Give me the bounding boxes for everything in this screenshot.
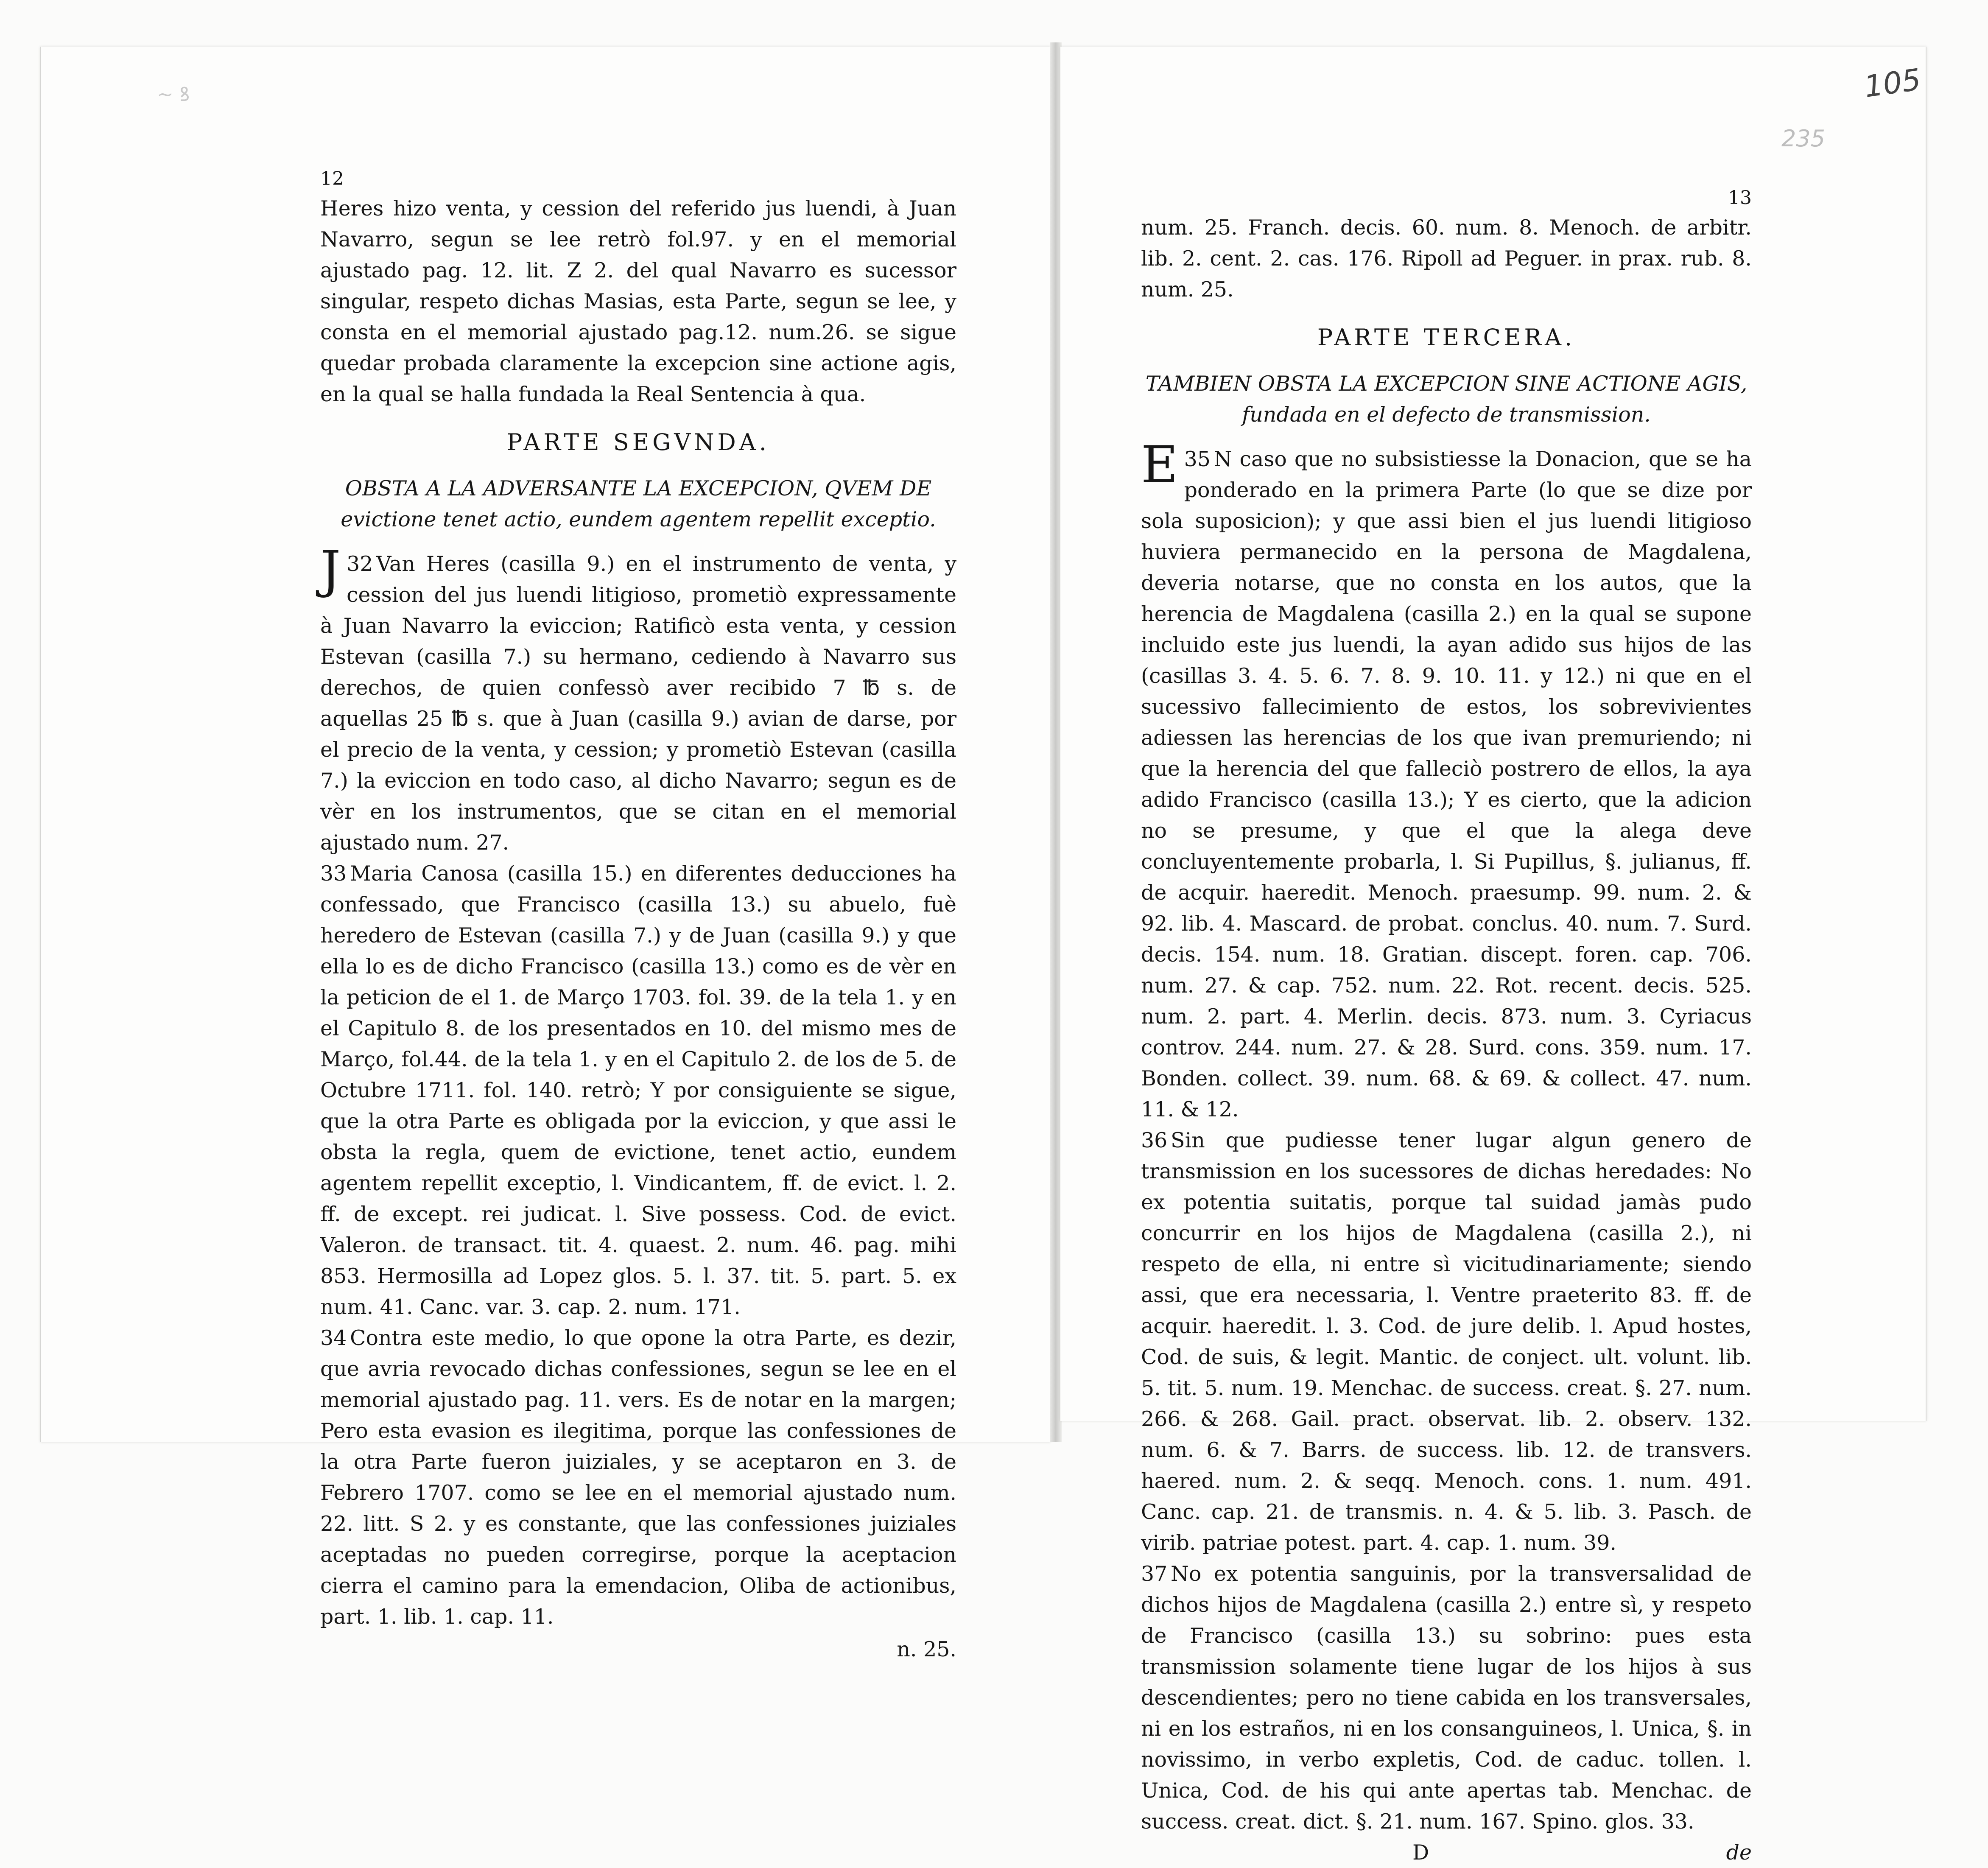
right-text-column [1141, 182, 1752, 1868]
handwritten-folio-number: 105 [1862, 62, 1923, 104]
catchword: de [1726, 1840, 1752, 1865]
paragraph-text: Sin que pudiesse tener lugar algun genero de transmission en los sucessores de dichas heredades: No ex potentia suitatis, porque tal suidad jamàs pudo concurrir en los hijos de Magdalena (casilla 2.), ni respeto de ella, ni entre sì vicitudinariamente; siendo assi, que era necessaria, l. Ventre praeterito 83. ff. de acquir. haeredit. l. 3. Cod. de jure delib. l. Apud hostes, Cod. de suis, & legit. Mantic. de conject. ult. volunt. lib. 5. tit. 5. num. 19. Menchac. de success. creat. §. 27. num. 266. & 268. Gail. pract. observat. lib. 2. observ. 132. num. 6. & 7. Barrs. de success. lib. 12. de transvers. haered. num. 2. & seqq. Menoch. cons. 1. num. 491. Canc. cap. 21. de transmis. n. 4. & 5. lib. 3. Pasch. de virib. patriae potest. part. 4. cap. 1. num. 39. [1141, 1128, 1752, 1555]
section-subtitle: TAMBIEN OBSTA LA EXCEPCION SINE ACTIONE AGIS, fundada en el defecto de transmission. [1145, 372, 1748, 427]
paragraph-number: 34 [320, 1326, 347, 1350]
pencil-folio-number: 235 [1781, 125, 1826, 152]
paragraph-text: No ex potentia sanguinis, por la transversalidad de dichos hijos de Magdalena (casilla 2.) entre sì, y respeto de Francisco (casilla 13.) su sobrino: pues esta transmission solamente tiene lugar de los hijos à sus descendientes; pero no tiene cabida en los transversales, ni en los estraños, ni en los consanguineos, l. Unica, §. in novissimo, in verbo expletis, Cod. de caduc. tollen. l. Unica, Cod. de his qui ante apertas tab. Menchac. de success. creat. dict. §. 21. num. 167. Spino. glos. 33. [1141, 1562, 1752, 1834]
signature-mark: D [1412, 1840, 1429, 1865]
paragraph-number: 36 [1141, 1128, 1168, 1152]
section-subtitle: OBSTA A LA ADVERSANTE LA EXCEPCION, QVEM DE evictione tenet actio, eundem agentem repellit exceptio. [341, 476, 936, 531]
left-header [320, 163, 956, 193]
paragraph-number: 33 [320, 861, 347, 886]
paragraph-text: Contra este medio, lo que opone la otra Parte, es dezir, que avria revocado dichas confessiones, segun se lee en el memorial ajustado pag. 11. vers. Es de notar en la margen; Pero esta evasion es ilegitima, porque las confessiones de la otra Parte fueron juiziales, y se aceptaron en 3. de Febrero 1707. como se lee en el memorial ajustado num. 22. litt. S 2. y es constante, que las confessiones juiziales aceptadas no pueden corregirse, porque la aceptacion cierra el camino para la emendacion, Oliba de actionibus, part. 1. lib. 1. cap. 11. [320, 1326, 956, 1629]
paragraph-text: Maria Canosa (casilla 15.) en diferentes deducciones ha confessado, que Francisco (casilla 13.) su abuelo, fuè heredero de Estevan (casilla 7.) y de Juan (casilla 9.) y que ella lo es de dicho Francisco (casilla 13.) como es de vèr en la peticion de el 1. de Março 1703. fol. 39. de la tela 1. y en el Capitulo 8. de los presentados en 10. del mismo mes de Março, fol.44. de la tela 1. y en el Capitulo 2. de los de 5. de Octubre 1711. fol. 140. retrò; Y por consiguiente se sigue, que la otra Parte es obligada por la eviccion, y que assi le obsta la regla, quem de evictione, tenet actio, eundem agentem repellit exceptio, l. Vindicantem, ff. de evict. l. 2. ff. de except. rei judicat. l. Sive possess. Cod. de evict. Valeron. de transact. tit. 4. quaest. 2. num. 46. pag. mihi 853. Hermosilla ad Lopez glos. 5. l. 37. tit. 5. part. 5. ex num. 41. Canc. var. 3. cap. 2. num. 171. [320, 861, 956, 1319]
paragraph-32 [320, 540, 956, 858]
paragraph-33 [320, 858, 956, 1323]
left-text-column [320, 163, 956, 1665]
drop-cap: E [1141, 436, 1178, 495]
paragraph-35 [1141, 436, 1752, 1125]
opening-paragraph: Heres hizo venta, y cession del referido jus luendi, à Juan Navarro, segun se lee retrò fol.97. y en el memorial ajustado pag. 12. lit. Z 2. del qual Navarro es sucessor singular, respeto dichas Masias, esta Parte, segun se lee, y consta en el memorial ajustado pag.12. num.26. se sigue quedar probada claramente la excepcion sine actione agis, en la qual se halla fundada la Real Sentencia à qua. [320, 196, 956, 406]
paragraph-34 [320, 1323, 956, 1632]
paragraph-36 [1141, 1125, 1752, 1558]
book-gutter [1050, 42, 1062, 1442]
page-number: 13 [1728, 187, 1752, 209]
opening-line: num. 25. Franch. decis. 60. num. 8. Menoch. de arbitr. lib. 2. cent. 2. cas. 176. Ripoll ad Peguer. in prax. rub. 8. num. 25. [1141, 215, 1752, 302]
paragraph-number: 32 [347, 552, 373, 576]
paragraph-text: Van Heres (casilla 9.) en el instrumento de venta, y cession del jus luendi litigioso, prometiò expressamente à Juan Navarro la eviccion; Ratificò esta venta, y cession Estevan (casilla 7.) su hermano, cediendo à Navarro sus derechos, de quien confessò aver recibido 7 ℔ s. de aquellas 25 ℔ s. que à Juan (casilla 9.) avian de darse, por el precio de la venta, y cession; y prometiò Estevan (casilla 7.) la eviccion en todo caso, al dicho Navarro; segun es de vèr en los instrumentos, que se citan en el memorial ajustado num. 27. [320, 552, 956, 855]
paragraph-number: 35 [1184, 447, 1211, 471]
margin-scribble: ~ ꝸ [157, 83, 190, 106]
section-title: PARTE SEGVNDA. [507, 429, 770, 456]
paragraph-37 [1141, 1558, 1752, 1837]
footer-row [1141, 1837, 1752, 1868]
page-number: 12 [320, 168, 344, 190]
catch-line: n. 25. [897, 1637, 956, 1661]
right-header [1141, 182, 1752, 212]
paragraph-text: N caso que no subsistiesse la Donacion, que se ha ponderado en la primera Parte (lo que se dize por sola suposicion); y que assi bien el jus luendi litigioso huviera permanecido en la persona de Magdalena, deveria notarse, que no consta en los autos, que la herencia de Magdalena (casilla 2.) en la qual se supone incluido este jus luendi, la ayan adido sus hijos de las (casillas 3. 4. 5. 6. 7. 8. 9. 10. 11. y 12.) ni que en el sucessivo fallecimiento de estos, los sobrevivientes adiessen las herencias de los que ivan premuriendo; ni que la herencia del que falleciò postrero de ellos, la aya adido Francisco (casilla 13.); Y es cierto, que la adicion no se presume, y que el que la alega deve concluyentemente probarla, l. Si Pupillus, §. julianus, ff. de acquir. haeredit. Menoch. praesump. 99. num. 2. & 92. lib. 4. Mascard. de probat. conclus. 40. num. 7. Surd. decis. 154. num. 18. Gratian. discept. foren. cap. 706. num. 27. & cap. 752. num. 22. Rot. recent. decis. 525. num. 2. part. 4. Merlin. decis. 873. num. 3. Cyriacus controv. 244. num. 27. & 28. Surd. cons. 359. num. 17. Bonden. collect. 39. num. 68. & 69. & collect. 47. num. 11. & 12. [1141, 447, 1752, 1121]
drop-cap: J [320, 540, 341, 599]
paragraph-number: 37 [1141, 1562, 1168, 1586]
section-title: PARTE TERCERA. [1317, 324, 1576, 351]
